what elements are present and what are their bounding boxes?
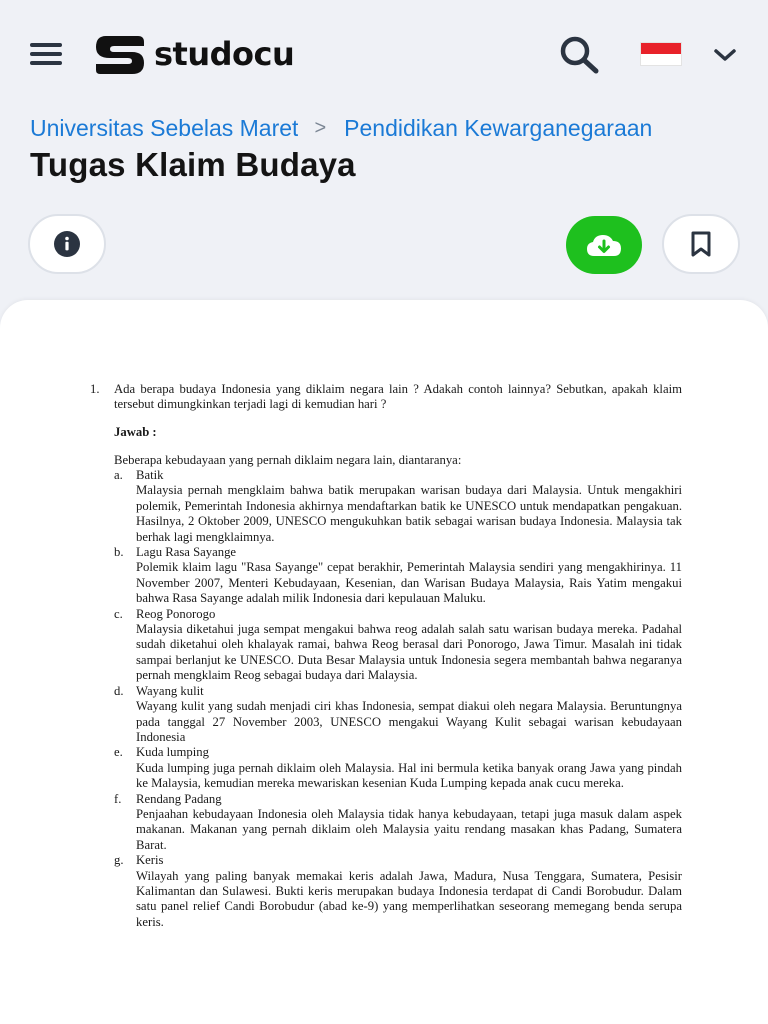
list-item (114, 684, 682, 746)
list-item (114, 745, 682, 791)
item-letter: e. (114, 745, 123, 760)
item-body: Wayang kulit yang sudah menjadi ciri khas Indonesia, sempat diakui oleh negara Malaysia. Beruntungnya pada tanggal 27 November 2003, UNESCO mengakui Wayang Kulit sebagai warisan kebudayaan Indonesia (136, 699, 682, 744)
list-item (114, 468, 682, 545)
info-icon (52, 229, 82, 259)
brand-name: studocu (154, 35, 295, 73)
breadcrumb-university[interactable]: Universitas Sebelas Maret (30, 114, 299, 141)
item-title: Wayang kulit (136, 683, 204, 698)
page-title: Tugas Klaim Budaya (30, 146, 356, 183)
item-letter: b. (114, 545, 124, 560)
breadcrumb-separator: > (314, 116, 327, 139)
breadcrumb-course[interactable]: Pendidikan Kewarganegaraan (344, 114, 653, 141)
studocu-logo[interactable] (92, 32, 294, 76)
item-letter: c. (114, 606, 123, 621)
download-button[interactable] (566, 216, 642, 274)
question (90, 382, 682, 413)
list-item (114, 853, 682, 930)
item-letter: a. (114, 468, 123, 482)
chevron-down-icon[interactable] (710, 44, 740, 64)
question-text: Ada berapa budaya Indonesia yang diklaim negara lain ? Adakah contoh lainnya? Sebutkan, apakah klaim tersebut dimungkinkan terjadi lagi di kemudian hari ? (114, 382, 682, 412)
item-letter: f. (114, 791, 122, 806)
info-button[interactable] (28, 214, 106, 274)
studocu-logo-icon (92, 32, 148, 76)
hamburger-icon[interactable] (28, 40, 64, 68)
answer-label: Jawab : (114, 425, 157, 439)
bookmark-button[interactable] (662, 214, 740, 274)
indonesia-flag-icon[interactable] (640, 42, 682, 66)
question-number: 1. (90, 382, 100, 396)
item-letter: g. (114, 853, 124, 868)
item-title: Batik (136, 468, 164, 482)
item-body: Penjaahan kebudayaan Indonesia oleh Malaysia tidak hanya kebudayaan, tetapi juga masuk dalam aspek makanan. Makanan yang pernah diklaim oleh Malaysia yaitu rendang masakan khas Padang, Sumatera Barat. (136, 806, 682, 852)
list-item (114, 792, 682, 854)
bookmark-icon (688, 230, 714, 258)
item-title: Kuda lumping (136, 745, 209, 760)
item-title: Reog Ponorogo (136, 606, 216, 621)
item-body: Kuda lumping juga pernah diklaim oleh Malaysia. Hal ini bermula ketika banyak orang Jawa yang pindah ke Malaysia, kemudian mereka mewariskan kesenian Kuda Lumping kepada anak cucu mereka. (136, 760, 682, 791)
cloud-download-icon (584, 230, 624, 260)
item-title: Rendang Padang (136, 791, 222, 806)
item-letter: d. (114, 683, 124, 698)
search-icon[interactable] (554, 34, 604, 74)
item-body: Malaysia pernah mengklaim bahwa batik merupakan warisan budaya dari Malaysia. Untuk mengakhiri polemik, Pemerintah Indonesia akhirnya mendaftarkan batik ke UNESCO untuk mendapatkan pengakuan. Hasilnya, 2 Oktober 2009, UNESCO mengukuhkan batik sebagai warisan budaya Indonesia. Malaysia tak berhak lagi mengklaimnya. (136, 483, 682, 544)
list-item (114, 607, 682, 684)
list-item (114, 545, 682, 607)
document-preview[interactable] (0, 300, 768, 1024)
item-title: Lagu Rasa Sayange (136, 545, 237, 560)
item-body: Malaysia diketahui juga sempat mengakui bahwa reog adalah salah satu warisan budaya mereka. Padahal sudah diketahui oleh khalayak ramai, bahwa Reog berasal dari Ponorogo, Jawa Timur. Masalah ini tidak sampai berlanjut ke UNESCO. Duta Besar Malaysia untuk Indonesia segera membantah bahwa negaranya pernah mengklaim Reog sebagai budaya dari Malaysia. (136, 622, 682, 683)
item-title: Keris (136, 853, 164, 868)
culture-list (114, 468, 682, 930)
item-body: Wilayah yang paling banyak memakai keris adalah Jawa, Madura, Nusa Tenggara, Sumatera, Pesisir Kalimantan dan Sulawesi. Bukti keris merupakan budaya Indonesia terdapat di Candi Borobudur. Dalam satu panel relief Candi Borobudur (abad ke-9) yang memperlihatkan seseorang memegang benda serupa keris. (136, 868, 682, 929)
answer-intro: Beberapa kebudayaan yang pernah diklaim negara lain, diantaranya: (114, 453, 462, 467)
breadcrumb (30, 112, 750, 144)
item-body: Polemik klaim lagu "Rasa Sayange" cepat berakhir, Pemerintah Malaysia sendiri yang mengakhirinya. 11 November 2007, Menteri Kebudayaan, Kesenian, dan Warisan Budaya Malaysia, Rais Yatim mengakui bahwa Rasa Sayange adalah milik Indonesia dari kepulauan Maluku. (136, 560, 682, 606)
top-bar (0, 0, 768, 108)
